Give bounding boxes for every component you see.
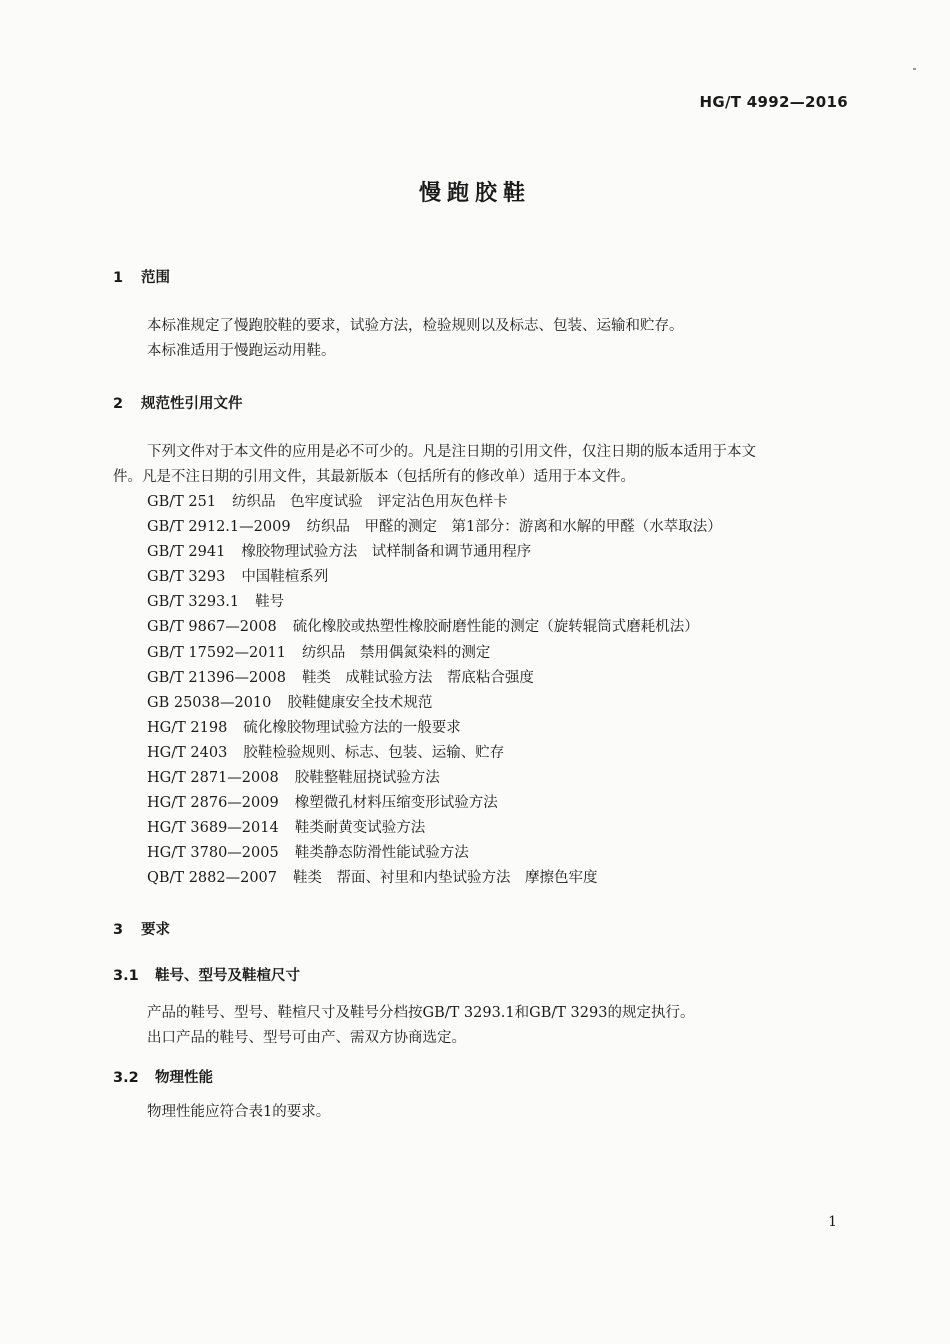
reference-item: [147, 666, 722, 691]
reference-title: 中国鞋楦系列: [241, 569, 329, 586]
reference-title: 硫化橡胶或热塑性橡胶耐磨性能的测定（旋转辊筒式磨耗机法）: [292, 619, 699, 636]
reference-title: 橡胶物理试验方法 试样制备和调节通用程序: [241, 544, 532, 561]
section-1-body: [113, 314, 853, 364]
reference-title: 橡塑微孔材料压缩变形试验方法: [294, 795, 498, 812]
section-1-heading: [113, 266, 170, 287]
section-title: 规范性引用文件: [141, 396, 243, 412]
reference-item: [147, 766, 722, 791]
scan-speck: [913, 68, 916, 70]
section-title: 鞋号、型号及鞋楦尺寸: [155, 968, 300, 984]
reference-code: GB/T 21396—2008: [147, 669, 286, 686]
paragraph: 本标准规定了慢跑胶鞋的要求，试验方法，检验规则以及标志、包装、运输和贮存。: [147, 318, 684, 334]
reference-title: 鞋类 帮面、衬里和内垫试验方法 摩擦色牢度: [293, 870, 598, 887]
section-2-heading: [113, 392, 243, 413]
reference-item: [147, 866, 722, 891]
reference-code: HG/T 3689—2014: [147, 820, 279, 837]
reference-item: [147, 841, 722, 866]
section-number: 3: [113, 922, 124, 938]
reference-code: GB/T 9867—2008: [147, 619, 277, 636]
section-title: 要求: [141, 922, 170, 938]
reference-item: [147, 615, 722, 640]
paragraph: 产品的鞋号、型号、鞋楦尺寸及鞋号分档按GB/T 3293.1和GB/T 3293的规定执行。: [147, 1005, 695, 1021]
section-3-2-heading: [113, 1066, 213, 1087]
reference-item: [147, 741, 722, 766]
reference-item: [147, 691, 722, 716]
section-title: 物理性能: [155, 1070, 213, 1086]
reference-title: 胶鞋整鞋屈挠试验方法: [294, 770, 440, 787]
reference-item: [147, 791, 722, 816]
reference-item: [147, 716, 722, 741]
reference-code: GB/T 3293: [147, 569, 226, 586]
section-3-heading: [113, 918, 170, 939]
section-number: 2: [113, 396, 124, 412]
section-number: 1: [113, 270, 124, 286]
reference-title: 纺织品 甲醛的测定 第1部分：游离和水解的甲醛（水萃取法）: [306, 519, 722, 536]
normative-reference-list: [147, 490, 722, 892]
paragraph-line: 件。凡是不注日期的引用文件，其最新版本（包括所有的修改单）适用于本文件。: [113, 469, 635, 485]
reference-code: GB/T 2912.1—2009: [147, 519, 291, 536]
section-number: 3.2: [113, 1070, 139, 1086]
reference-code: GB/T 17592—2011: [147, 644, 286, 661]
section-3-1-heading: [113, 964, 300, 985]
section-2-intro: [113, 440, 853, 490]
reference-title: 硫化橡胶物理试验方法的一般要求: [243, 719, 461, 736]
reference-title: 胶鞋检验规则、标志、包装、运输、贮存: [243, 744, 505, 761]
section-number: 3.1: [113, 968, 139, 984]
reference-title: 胶鞋健康安全技术规范: [287, 694, 433, 711]
section-title: 范围: [141, 270, 170, 286]
reference-code: HG/T 3780—2005: [147, 845, 279, 862]
reference-title: 鞋类静态防滑性能试验方法: [294, 845, 469, 862]
reference-title: 纺织品 色牢度试验 评定沾色用灰色样卡: [232, 494, 508, 510]
reference-title: 纺织品 禁用偶氮染料的测定: [301, 644, 491, 661]
reference-title: 鞋类 成鞋试验方法 帮底粘合强度: [301, 669, 534, 686]
reference-code: HG/T 2876—2009: [147, 795, 279, 812]
reference-item: [147, 515, 722, 540]
reference-item: [147, 540, 722, 565]
reference-code: GB 25038—2010: [147, 694, 272, 711]
reference-code: GB/T 251: [147, 494, 217, 510]
reference-code: GB/T 3293.1: [147, 594, 240, 611]
reference-item: [147, 641, 722, 666]
reference-code: HG/T 2403: [147, 744, 228, 761]
reference-item: [147, 490, 722, 515]
paragraph-line: 下列文件对于本文件的应用是必不可少的。凡是注日期的引用文件，仅注日期的版本适用于本文: [147, 444, 756, 460]
reference-title: 鞋类耐黄变试验方法: [294, 820, 426, 837]
reference-code: QB/T 2882—2007: [147, 870, 278, 887]
document-title: 慢跑胶鞋: [418, 181, 531, 206]
reference-title: 鞋号: [255, 594, 285, 611]
standard-code: HG/T 4992—2016: [699, 93, 848, 111]
reference-item: [147, 816, 722, 841]
reference-code: HG/T 2198: [147, 719, 228, 736]
section-3-1-body: [113, 1001, 853, 1051]
paragraph: 本标准适用于慢跑运动用鞋。: [147, 343, 336, 359]
reference-code: GB/T 2941: [147, 544, 226, 561]
page-number: 1: [828, 1214, 837, 1230]
reference-code: HG/T 2871—2008: [147, 770, 279, 787]
reference-item: [147, 590, 722, 615]
paragraph: 出口产品的鞋号、型号可由产、需双方协商选定。: [147, 1030, 466, 1046]
paragraph: 物理性能应符合表1的要求。: [147, 1104, 331, 1120]
section-3-2-body: [113, 1100, 853, 1125]
reference-item: [147, 565, 722, 590]
